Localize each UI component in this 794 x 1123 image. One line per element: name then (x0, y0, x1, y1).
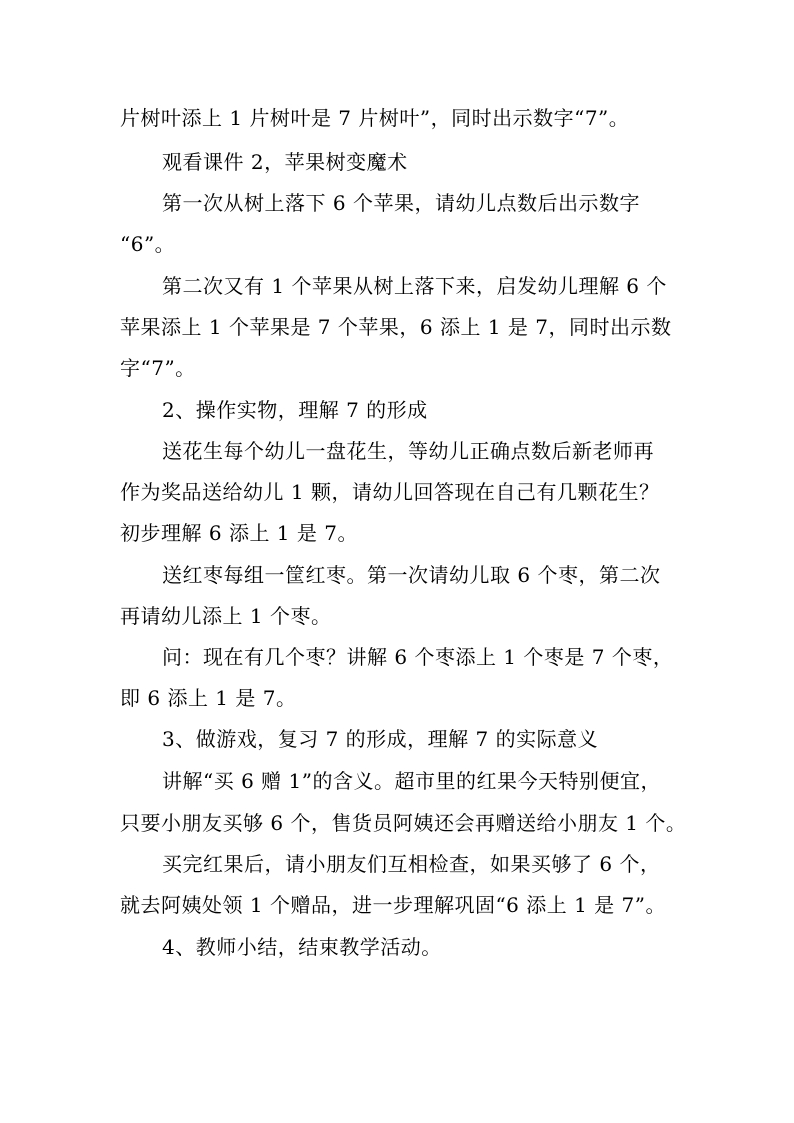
section-heading: 4、教师小结，结束教学活动。 (162, 935, 442, 959)
paragraph-line: 再请幼儿添上 1 个枣。 (120, 604, 332, 628)
section-heading: 3、做游戏，复习 7 的形成，理解 7 的实际意义 (162, 727, 599, 751)
paragraph-line: 第一次从树上落下 6 个苹果，请幼儿点数后出示数字 (162, 191, 640, 215)
paragraph-line: 即 6 添上 1 是 7。 (120, 686, 297, 710)
paragraph-line: 就去阿姨处领 1 个赠品，进一步理解巩固“6 添上 1 是 7”。 (120, 893, 666, 917)
paragraph-line: 观看课件 2，苹果树变魔术 (162, 150, 408, 174)
paragraph-line: 只要小朋友买够 6 个，售货员阿姨还会再赠送给小朋友 1 个。 (120, 811, 687, 835)
paragraph-line: 问：现在有几个枣？讲解 6 个枣添上 1 个枣是 7 个枣， (162, 645, 674, 669)
paragraph-line: 初步理解 6 添上 1 是 7。 (120, 521, 358, 545)
paragraph-line: 第二次又有 1 个苹果从树上落下来，启发幼儿理解 6 个 (162, 274, 667, 298)
paragraph-line: 片树叶添上 1 片树叶是 7 片树叶”，同时出示数字“7”。 (120, 106, 630, 130)
paragraph-line: 买完红果后，请小朋友们互相检查，如果买够了 6 个， (162, 852, 661, 876)
paragraph-line: 送红枣每组一筐红枣。第一次请幼儿取 6 个枣，第二次 (162, 563, 661, 587)
paragraph-line: “6”。 (120, 232, 176, 256)
paragraph-line: 作为奖品送给幼儿 1 颗，请幼儿回答现在自己有几颗花生？ (120, 480, 660, 504)
section-heading: 2、操作实物，理解 7 的形成 (162, 398, 428, 422)
paragraph-line: 苹果添上 1 个苹果是 7 个苹果，6 添上 1 是 7，同时出示数 (120, 315, 672, 339)
paragraph-line: 送花生每个幼儿一盘花生，等幼儿正确点数后新老师再 (162, 439, 654, 463)
paragraph-line: 字“7”。 (120, 356, 196, 380)
paragraph-line: 讲解“买 6 赠 1”的含义。超市里的红果今天特别便宜， (162, 769, 661, 793)
